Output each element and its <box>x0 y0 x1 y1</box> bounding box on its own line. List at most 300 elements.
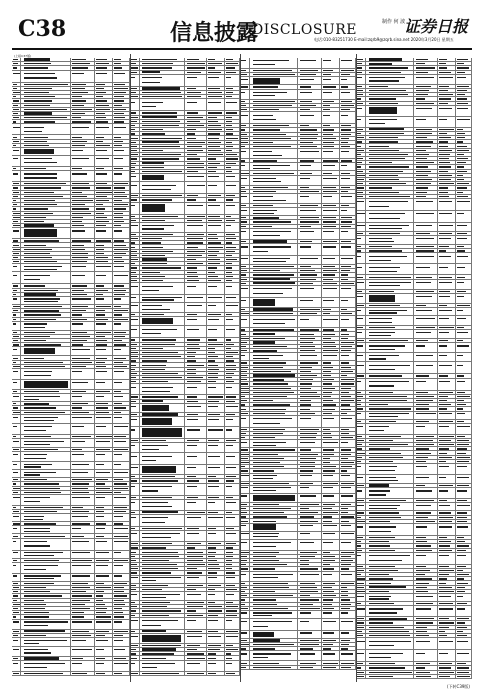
cell-text-line <box>439 578 448 579</box>
cell-text-line <box>253 608 288 609</box>
cell-text-line <box>300 418 311 419</box>
table-cell <box>140 237 186 240</box>
table-cell <box>113 506 130 509</box>
table-cell <box>438 106 456 116</box>
cell-text-line <box>341 583 354 584</box>
table-cell <box>140 111 186 114</box>
cell-text-line <box>457 355 464 356</box>
table-cell <box>438 186 456 189</box>
cell-text-line <box>208 251 219 252</box>
cell-text-line <box>369 570 398 571</box>
table-cell <box>357 275 366 278</box>
table-cell <box>131 380 140 383</box>
table-cell <box>225 559 240 562</box>
table-cell <box>207 372 224 375</box>
cell-text-line <box>72 298 91 299</box>
cell-text-line <box>208 517 222 518</box>
table-cell <box>140 359 186 362</box>
table-cell <box>241 104 250 107</box>
cell-text-line <box>369 578 393 579</box>
table-cell <box>21 495 71 505</box>
table-cell <box>225 182 240 193</box>
cell-text-line <box>114 121 124 122</box>
cell-text-line <box>24 319 55 320</box>
table-cell <box>207 546 224 549</box>
table-cell <box>357 520 366 523</box>
cell-text-line <box>72 63 90 64</box>
table-cell <box>438 447 456 450</box>
cell-text-line <box>439 583 446 584</box>
table-cell <box>207 166 224 169</box>
table-cell <box>366 249 414 252</box>
table-cell <box>366 516 414 519</box>
table-cell <box>438 464 456 474</box>
cell-text-line <box>323 138 337 139</box>
cell-text-line <box>357 86 362 87</box>
table-cell <box>207 250 224 253</box>
cell-text-line <box>131 158 136 159</box>
table-cell <box>456 606 472 616</box>
table-cell <box>438 675 456 678</box>
table-cell <box>140 395 186 398</box>
table-cell <box>241 141 250 144</box>
cell-text-line <box>142 497 171 498</box>
table-cell <box>322 412 340 415</box>
cell-text-line <box>142 129 162 130</box>
table-cell <box>357 675 366 678</box>
table-cell <box>340 461 356 464</box>
cell-text-line <box>13 507 17 508</box>
cell-text-line <box>114 673 122 674</box>
cell-text-line <box>439 233 453 234</box>
table-cell <box>250 524 298 531</box>
cell-text-line <box>457 119 470 120</box>
cell-text-line <box>416 578 432 579</box>
cell-text-line <box>241 604 245 605</box>
cell-text-line <box>13 240 18 241</box>
table-cell <box>12 156 21 166</box>
table-cell <box>21 144 71 147</box>
table-cell <box>113 305 130 308</box>
cell-text-line <box>357 672 363 673</box>
table-cell <box>225 546 240 549</box>
cell-text-line <box>13 168 17 169</box>
cell-text-line <box>96 249 105 250</box>
cell-text-line <box>341 621 354 622</box>
cell-text-line <box>13 488 20 489</box>
table-cell <box>456 540 472 543</box>
table-cell <box>438 290 456 293</box>
table-cell <box>95 108 114 111</box>
table-cell <box>366 569 414 572</box>
cell-text-line <box>241 418 245 419</box>
cell-text-line <box>300 309 320 310</box>
cell-text-line <box>416 86 431 87</box>
table-cell <box>299 387 322 390</box>
table-cell <box>186 443 208 452</box>
cell-text-line <box>300 375 317 376</box>
cell-text-line <box>369 250 402 251</box>
table-cell <box>366 630 414 633</box>
table-cell <box>299 582 322 585</box>
table-cell <box>131 546 140 549</box>
table-cell <box>21 99 71 102</box>
cell-text-line <box>416 574 426 575</box>
table-cell <box>131 588 140 591</box>
cell-text-line <box>13 541 17 542</box>
cell-text-line <box>114 336 125 337</box>
cell-text-line <box>226 138 238 139</box>
table-cell <box>71 284 95 287</box>
table-cell <box>225 372 240 375</box>
cell-text-line <box>24 552 63 553</box>
table-cell <box>131 153 140 156</box>
cell-text-line <box>341 552 354 553</box>
cell-text-line <box>369 238 392 239</box>
cell-text-line <box>323 458 330 459</box>
cell-text-line <box>457 277 465 278</box>
cell-text-line <box>226 176 235 177</box>
table-cell <box>21 140 71 143</box>
table-cell <box>456 544 472 547</box>
cell-text-line <box>341 608 350 609</box>
cell-text-line <box>457 574 469 575</box>
table-cell <box>456 581 472 584</box>
table-cell <box>250 603 298 606</box>
cell-text-line <box>72 349 89 350</box>
table-cell <box>415 128 438 131</box>
table-cell <box>340 145 356 148</box>
cell-text-line <box>300 367 312 368</box>
cell-text-line <box>457 225 467 226</box>
table-cell <box>438 102 456 105</box>
table-cell <box>225 266 240 269</box>
cell-text-line <box>208 216 220 217</box>
table-cell <box>357 161 366 164</box>
cell-text-line <box>208 373 217 374</box>
table-cell <box>113 144 130 147</box>
table-cell <box>186 203 208 214</box>
cell-text-line <box>323 346 337 347</box>
table-cell <box>241 337 250 340</box>
cell-text-line <box>72 407 81 408</box>
cell-text-line <box>226 154 237 155</box>
cell-text-line <box>226 225 232 226</box>
cell-text-line <box>131 528 135 529</box>
cell-text-line <box>369 345 405 346</box>
cell-text-line <box>323 574 333 575</box>
cell-text-line <box>24 145 49 146</box>
table-cell <box>322 137 340 140</box>
cell-text-line <box>208 259 220 260</box>
cell-text-line <box>300 429 320 430</box>
table-cell <box>12 563 21 573</box>
table-cell <box>438 650 456 661</box>
table-cell <box>21 91 71 94</box>
cell-text-line <box>253 70 292 71</box>
table-cell <box>299 666 322 669</box>
cell-text-line <box>13 454 18 455</box>
cell-text-line <box>323 70 333 71</box>
cell-text-line <box>253 379 284 381</box>
cell-text-line <box>357 512 363 513</box>
table-cell <box>207 630 224 633</box>
cell-text-line <box>457 583 468 584</box>
table-cell <box>415 362 438 373</box>
cell-text-line <box>439 663 453 664</box>
cell-text-line <box>131 121 136 122</box>
cell-text-line <box>341 454 352 455</box>
cell-text-line <box>369 365 410 366</box>
cell-text-line <box>114 344 126 345</box>
cell-text-line <box>226 606 238 607</box>
table-cell <box>438 75 456 84</box>
cell-text-line <box>439 86 449 87</box>
table-cell <box>225 170 240 173</box>
table-cell <box>241 469 250 472</box>
table-cell <box>12 369 21 379</box>
table-cell <box>366 195 414 198</box>
table-cell <box>250 448 298 451</box>
table-cell <box>340 647 356 650</box>
table-cell <box>71 224 95 227</box>
table-cell <box>322 503 340 506</box>
cell-text-line <box>72 591 86 592</box>
table-cell <box>250 370 298 373</box>
table-column <box>356 54 472 682</box>
cell-text-line <box>341 283 354 284</box>
table-cell <box>131 233 140 236</box>
cell-text-line <box>208 543 221 544</box>
cell-text-line <box>96 391 111 392</box>
table-cell <box>140 511 186 514</box>
cell-text-line <box>13 314 17 315</box>
table-cell <box>95 212 114 215</box>
table-cell <box>225 245 240 248</box>
table-row <box>131 223 240 233</box>
table-cell <box>21 135 71 138</box>
cell-text-line <box>357 201 363 202</box>
cell-text-line <box>72 88 85 89</box>
cell-text-line <box>187 59 199 60</box>
table-cell <box>299 171 322 174</box>
cell-text-line <box>114 96 123 97</box>
table-cell <box>340 563 356 566</box>
cell-text-line <box>369 206 389 207</box>
table-cell <box>95 563 114 573</box>
cell-text-line <box>72 105 84 106</box>
table-cell <box>438 573 456 576</box>
table-cell <box>357 630 366 633</box>
table-cell <box>250 341 298 344</box>
table-cell <box>340 567 356 570</box>
table-cell <box>250 611 298 618</box>
table-cell <box>12 120 21 123</box>
cell-text-line <box>96 362 105 363</box>
cell-text-line <box>72 208 88 209</box>
cell-text-line <box>416 408 429 409</box>
table-cell <box>186 453 208 464</box>
table-cell <box>438 439 456 442</box>
table-cell <box>456 475 472 483</box>
cell-text-line <box>13 604 20 605</box>
table-row <box>241 194 356 204</box>
cell-text-line <box>114 173 121 174</box>
cell-text-line <box>241 542 246 543</box>
table-cell <box>241 532 250 539</box>
cell-text-line <box>187 560 203 561</box>
table-cell <box>322 382 340 385</box>
cell-text-line <box>226 344 234 345</box>
table-cell <box>366 89 414 92</box>
cell-text-line <box>416 187 428 188</box>
table-cell <box>207 262 224 265</box>
table-cell <box>340 312 356 315</box>
cell-text-line <box>369 187 392 188</box>
table-row <box>12 347 130 356</box>
table-cell <box>299 269 322 272</box>
cell-text-line <box>241 640 247 641</box>
table-cell <box>71 424 95 434</box>
table-cell <box>415 638 438 649</box>
table-cell <box>12 224 21 227</box>
cell-text-line <box>142 594 179 595</box>
cell-text-line <box>369 653 402 654</box>
cell-text-line <box>96 230 106 231</box>
cell-text-line <box>253 504 279 505</box>
cell-text-line <box>241 246 248 247</box>
table-cell <box>322 567 340 570</box>
cell-text-line <box>208 577 216 578</box>
cell-text-line <box>253 367 283 368</box>
table-cell <box>250 598 298 601</box>
cell-text-line <box>187 142 205 143</box>
cell-text-line <box>131 369 135 370</box>
cell-text-line <box>369 260 391 261</box>
cell-text-line <box>72 492 89 493</box>
table-cell <box>12 148 21 155</box>
cell-text-line <box>416 225 432 226</box>
table-cell <box>71 318 95 321</box>
cell-text-line <box>253 546 276 547</box>
cell-text-line <box>72 663 82 664</box>
table-cell <box>366 304 414 307</box>
table-cell <box>456 407 472 410</box>
table-cell <box>131 652 140 655</box>
cell-text-line <box>72 472 88 473</box>
cell-text-line <box>357 183 362 184</box>
cell-text-line <box>416 566 426 567</box>
table-cell <box>12 424 21 434</box>
cell-text-line <box>457 318 466 319</box>
table-cell <box>438 399 456 402</box>
table-cell <box>207 157 224 160</box>
cell-text-line <box>13 59 19 60</box>
table-cell <box>250 551 298 554</box>
table-cell <box>357 420 366 423</box>
cell-text-line <box>369 332 395 333</box>
cell-text-line <box>226 387 233 388</box>
table-cell <box>207 563 224 566</box>
cell-text-line <box>131 533 136 534</box>
cell-text-line <box>13 595 18 596</box>
table-cell <box>186 546 208 549</box>
table-cell <box>415 439 438 442</box>
cell-text-line <box>24 516 43 517</box>
table-cell <box>207 71 224 74</box>
table-cell <box>299 619 322 630</box>
table-cell <box>113 284 130 287</box>
cell-text-line <box>369 494 386 495</box>
cell-text-line <box>323 583 336 584</box>
cell-text-line <box>241 274 246 275</box>
table-cell <box>225 427 240 438</box>
table-row <box>241 540 356 551</box>
table-cell <box>299 551 322 554</box>
cell-text-line <box>226 620 233 621</box>
table-cell <box>12 611 21 614</box>
table-cell <box>131 484 140 495</box>
cell-text-line <box>341 350 351 351</box>
table-cell <box>241 661 250 664</box>
table-cell <box>131 317 140 325</box>
cell-text-line <box>341 226 351 227</box>
cell-text-line <box>24 541 46 542</box>
cell-text-line <box>72 323 82 324</box>
table-cell <box>131 605 140 608</box>
cell-text-line <box>13 560 18 561</box>
table-cell <box>357 362 366 373</box>
table-cell <box>21 260 71 263</box>
table-cell <box>21 611 71 614</box>
cell-text-line <box>341 279 348 280</box>
cell-text-line <box>241 196 247 197</box>
table-cell <box>186 198 208 201</box>
table-cell <box>113 248 130 251</box>
cell-text-line <box>341 413 347 414</box>
table-cell <box>415 403 438 406</box>
table-cell <box>21 58 71 61</box>
cell-text-line <box>341 338 348 339</box>
cell-text-line <box>131 663 135 664</box>
table-cell <box>366 638 414 649</box>
cell-text-line <box>253 595 293 596</box>
table-cell <box>357 424 366 434</box>
table-cell <box>241 77 250 84</box>
cell-text-line <box>24 511 56 512</box>
table-cell <box>71 590 95 593</box>
cell-text-line <box>208 199 215 200</box>
cell-text-line <box>416 631 427 632</box>
cell-text-line <box>142 620 177 621</box>
cell-text-line <box>300 404 312 405</box>
cell-text-line <box>24 565 57 566</box>
cell-text-line <box>24 196 62 197</box>
table-cell <box>12 195 21 198</box>
cell-text-line <box>416 461 426 462</box>
cell-text-line <box>72 464 89 465</box>
cell-text-line <box>72 275 85 276</box>
table-cell <box>186 66 208 69</box>
cell-text-line <box>300 191 319 192</box>
cell-text-line <box>142 387 172 388</box>
table-cell <box>357 569 366 572</box>
cell-text-line <box>72 366 86 367</box>
table-cell <box>340 469 356 472</box>
cell-text-line <box>208 205 220 206</box>
table-cell <box>186 372 208 375</box>
cell-text-line <box>131 314 134 315</box>
